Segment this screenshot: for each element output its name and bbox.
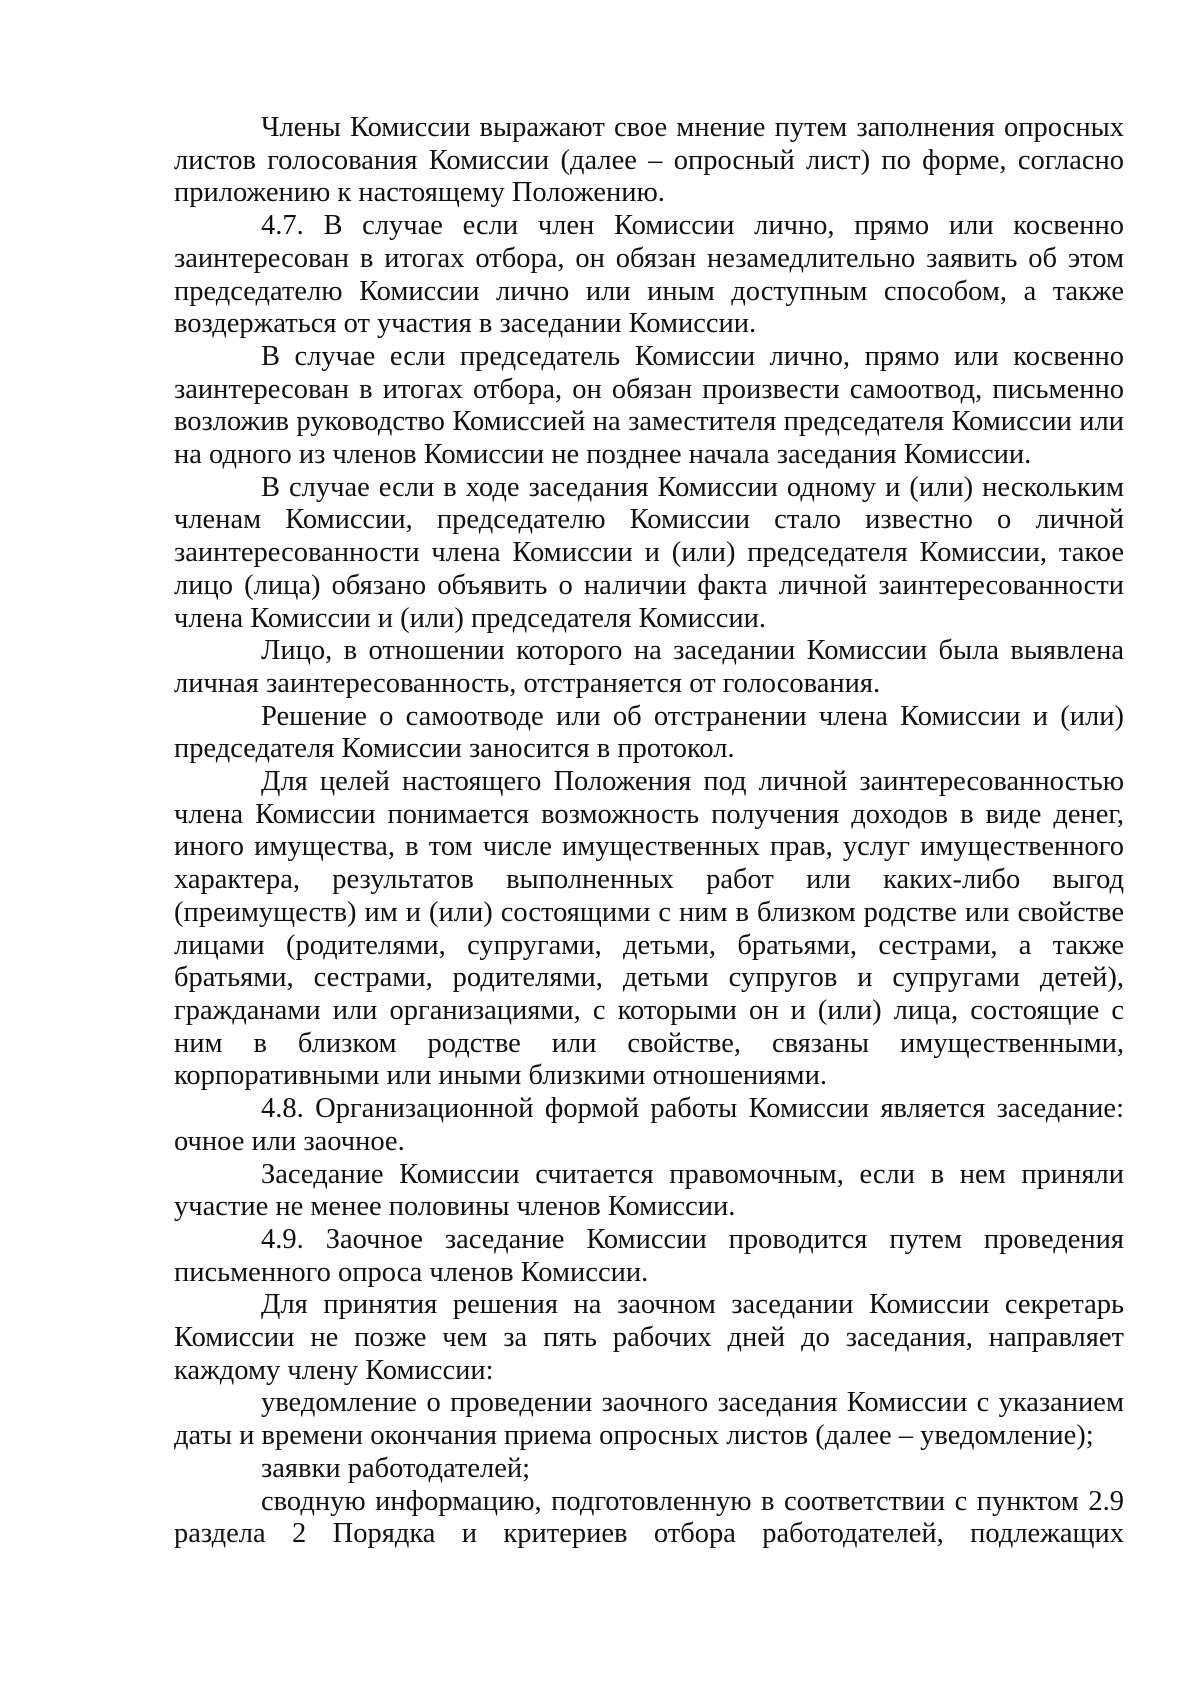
paragraph-protocol: Решение о самоотводе или об отстранении члена Комиссии и (или) председателя Комиссии заносится в протокол. (174, 700, 1124, 765)
paragraph-interest-disclosure: В случае если в ходе заседания Комиссии одному и (или) нескольким членам Комиссии, председателю Комиссии стало известно о личной заинтересованности члена Комиссии и (или) председателя Комиссии, такое лицо (лица) обязано объявить о наличии факта личной заинтересованности члена Комиссии и (или) председателя Комиссии. (174, 471, 1124, 634)
paragraph-secretary-sends: Для принятия решения на заочном заседании Комиссии секретарь Комиссии не позже чем за пять рабочих дней до заседания, направляет каждому члену Комиссии: (174, 1289, 1124, 1386)
paragraph-removal-from-vote: Лицо, в отношении которого на заседании Комиссии была выявлена личная заинтересованность, отстраняется от голосования. (174, 635, 1124, 699)
paragraph-4-7: 4.7. В случае если член Комиссии лично, прямо или косвенно заинтересован в итогах отбора, он обязан незамедлительно заявить об этом председателю Комиссии лично или иным доступным способом, а также воздержаться от участия в заседании Комиссии. (174, 210, 1124, 340)
paragraph-summary-info: сводную информацию, подготовленную в соответствии с пунктом 2.9 раздела 2 Порядка и критериев отбора работодателей, подлежащих (174, 1485, 1124, 1550)
paragraph-notification: уведомление о проведении заочного заседания Комиссии с указанием даты и времени окончания приема опросных листов (далее – уведомление); (174, 1387, 1124, 1452)
paragraph-quorum: Заседание Комиссии считается правомочным, если в нем приняли участие не менее половины членов Комиссии. (174, 1158, 1124, 1223)
paragraph-chairman-recusal: В случае если председатель Комиссии лично, прямо или косвенно заинтересован в итогах отбора, он обязан произвести самоотвод, письменно возложив руководство Комиссией на заместителя председателя Комиссии или на одного из членов Комиссии не позднее начала заседания Комиссии. (174, 340, 1124, 471)
paragraph-opinion: Члены Комиссии выражают свое мнение путем заполнения опросных листов голосования Комиссии (далее – опросный лист) по форме, согласно приложению к настоящему Положению. (174, 112, 1124, 209)
paragraph-interest-definition: Для целей настоящего Положения под личной заинтересованностью члена Комиссии понимается возможность получения доходов в виде денег, иного имущества, в том числе имущественных прав, услуг имущественного характера, результатов выполненных работ или каких-либо выгод (преимуществ) им и (или) состоящими с ним в близком родстве или свойстве лицами (родителями, супругами, детьми, братьями, сестрами, а также братьями, сестрами, родителями, детьми супругов и супругами детей), гражданами или организациями, с которыми он и (или) лица, состоящие с ним в близком родстве или свойстве, связаны имущественными, корпоративными или иными близкими отношениями. (174, 766, 1124, 1092)
document-body (174, 112, 1124, 1551)
paragraph-applications: заявки работодателей; (261, 1452, 531, 1484)
paragraph-4-9: 4.9. Заочное заседание Комиссии проводится путем проведения письменного опроса членов Комиссии. (174, 1223, 1124, 1288)
paragraph-4-8: 4.8. Организационной формой работы Комиссии является заседание: очное или заочное. (174, 1093, 1124, 1157)
